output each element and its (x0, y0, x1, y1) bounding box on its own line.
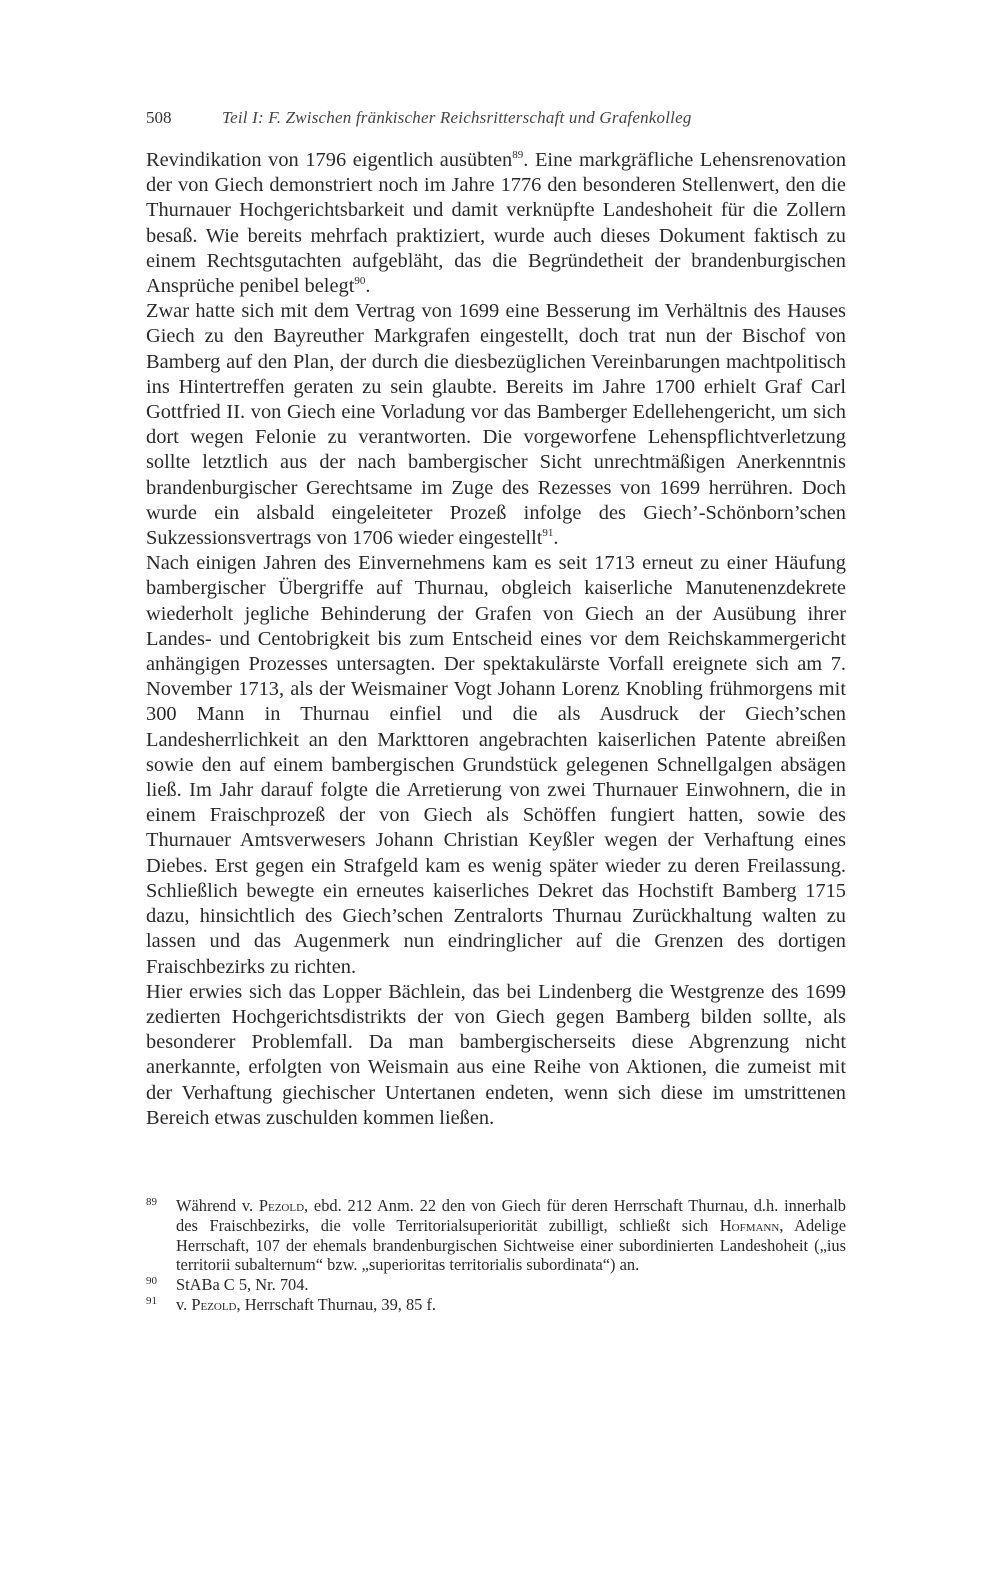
footnote (146, 1196, 846, 1275)
footnotes (146, 1196, 846, 1315)
paragraph (146, 299, 846, 551)
author-name: Pezold (191, 1294, 237, 1314)
main-text (146, 148, 846, 1131)
text-run: , Adelige Herrschaft, 107 der ehemals brandenburgischen Sichtweise einer subordinierten Landeshoheit („ius territorii subalternum“ bzw. „superioritas territorialis subordinata“) an. (176, 1215, 846, 1275)
footnote-ref: 89 (512, 149, 524, 162)
text-run: , Herrschaft Thurnau, 39, 85 f. (236, 1294, 437, 1314)
text-run: , ebd. 212 Anm. 22 den von Giech für deren Herrschaft Thurnau, d.h. innerhalb des Fraischbezirks, die volle Territorialsuperiorität zubilligt, schließt sich (176, 1196, 846, 1235)
author-name: Pezold (258, 1196, 305, 1215)
footnote-ref: 90 (354, 275, 366, 288)
footnote-number: 89 (146, 1196, 157, 1208)
footnote (146, 1275, 846, 1295)
text-run: Hier erwies sich das Lopper Bächlein, das bei Lindenberg die Westgrenze des 1699 zedierten Hochgerichtsdistrikts der von Giech gegen Bamberg bilden sollte, als besonderer Problemfall. Da man bambergischerseits diese Abgrenzung nicht anerkannte, erfolgten von Weismain aus eine Reihe von Aktionen, die zumeist mit der Verhaftung giechischer Untertanen endeten, wenn sich diese im umstrittenen Bereich etwas zuschulden kommen ließen. (146, 980, 846, 1129)
footnote-number: 90 (146, 1275, 157, 1288)
paragraph (146, 980, 846, 1131)
page-number: 508 (146, 108, 172, 127)
footnote (146, 1295, 846, 1315)
text-run: StABa C 5, Nr. 704. (176, 1275, 309, 1295)
text-run: . Eine markgräfliche Lehensrenovation der von Giech demonstriert noch im Jahre 1776 den besonderen Stellenwert, den die Thurnauer Hochgerichtsbarkeit und damit verknüpfte Landeshoheit für die Zollern besaß. Wie bereits mehrfach praktiziert, wurde auch dieses Dokument faktisch zu einem Rechtsgutachten aufgebläht, das die Begründetheit der brandenburgischen Ansprüche penibel belegt (146, 149, 847, 298)
text-run: Nach einigen Jahren des Einvernehmens kam es seit 1713 erneut zu einer Häufung bambergischer Übergriffe auf Thurnau, obgleich kaiserliche Manutenenzdekrete wiederholt jegliche Behinderung der Grafen von Giech an der Ausübung ihrer Landes- und Centobrigkeit bis zum Entscheid eines vor dem Reichskammergericht anhängigen Prozesses untersagten. Der spektakulärste Vorfall ereignete sich am 7. November 1713, als der Weismainer Vogt Johann Lorenz Knobling frühmorgens mit 300 Mann in Thurnau einfiel und die als Ausdruck der Giech’schen Landesherrlichkeit an den Markttoren angebrachten kaiserlichen Patente abreißen sowie den auf einem bambergischen Grundstück gelegenen Schnellgalgen absägen ließ. Im Jahr darauf folgte die Arretierung von zwei Thurnauer Einwohnern, die in einem Fraischprozeß der von Giech als Schöffen fungiert hatten, sowie des Thurnauer Amtsverwesers Johann Christian Keyßler wegen der Verhaftung eines Diebes. Erst gegen ein Strafgeld kam es wenig später wieder zu deren Freilassung. Schließlich bewegte ein erneutes kaiserliches Dekret das Hochstift Bamberg 1715 dazu, hinsichtlich des Giech’schen Zentralorts Thurnau Zurückhaltung walten zu lassen und das Augenmerk nun eindringlicher auf die Grenzen des dortigen Fraischbezirks zu richten. (146, 552, 846, 978)
page-header (146, 104, 846, 132)
text-run: Während v. (176, 1196, 259, 1215)
running-head: Teil I: F. Zwischen fränkischer Reichsritterschaft und Grafenkolleg (222, 108, 692, 127)
text-run: v. (176, 1294, 192, 1314)
footnote-ref: 91 (542, 527, 554, 540)
author-name: Hofmann (719, 1215, 780, 1235)
footnote-number: 91 (146, 1294, 157, 1307)
paragraph (146, 148, 846, 299)
text-run: . (365, 275, 371, 298)
text-run: Revindikation von 1796 eigentlich ausübten (146, 149, 513, 171)
text-run: Zwar hatte sich mit dem Vertrag von 1699 eine Besserung im Verhältnis des Hauses Giech zu den Bayreuther Markgrafen eingestellt, doch trat nun der Bischof von Bamberg auf den Plan, der durch die diesbezüglichen Vereinbarungen machtpolitisch ins Hintertreffen geraten zu sein glaubte. Bereits im Jahre 1700 erhielt Graf Carl Gottfried II. von Giech eine Vorladung vor das Bamberger Edellehengericht, um sich dort wegen Felonie zu verantworten. Die vorgeworfene Lehenspflichtverletzung sollte letztlich aus der nach bambergischer Sicht unrechtmäßigen Anerkenntnis brandenburgischer Gerechtsame im Zuge des Rezesses von 1699 herrühren. Doch wurde ein alsbald eingeleiteter Prozeß infolge des Giech’-Schönborn’schen Sukzessionsvertrags von 1706 wieder eingestellt (146, 300, 846, 550)
paragraph (146, 551, 846, 979)
text-run: . (553, 527, 559, 550)
